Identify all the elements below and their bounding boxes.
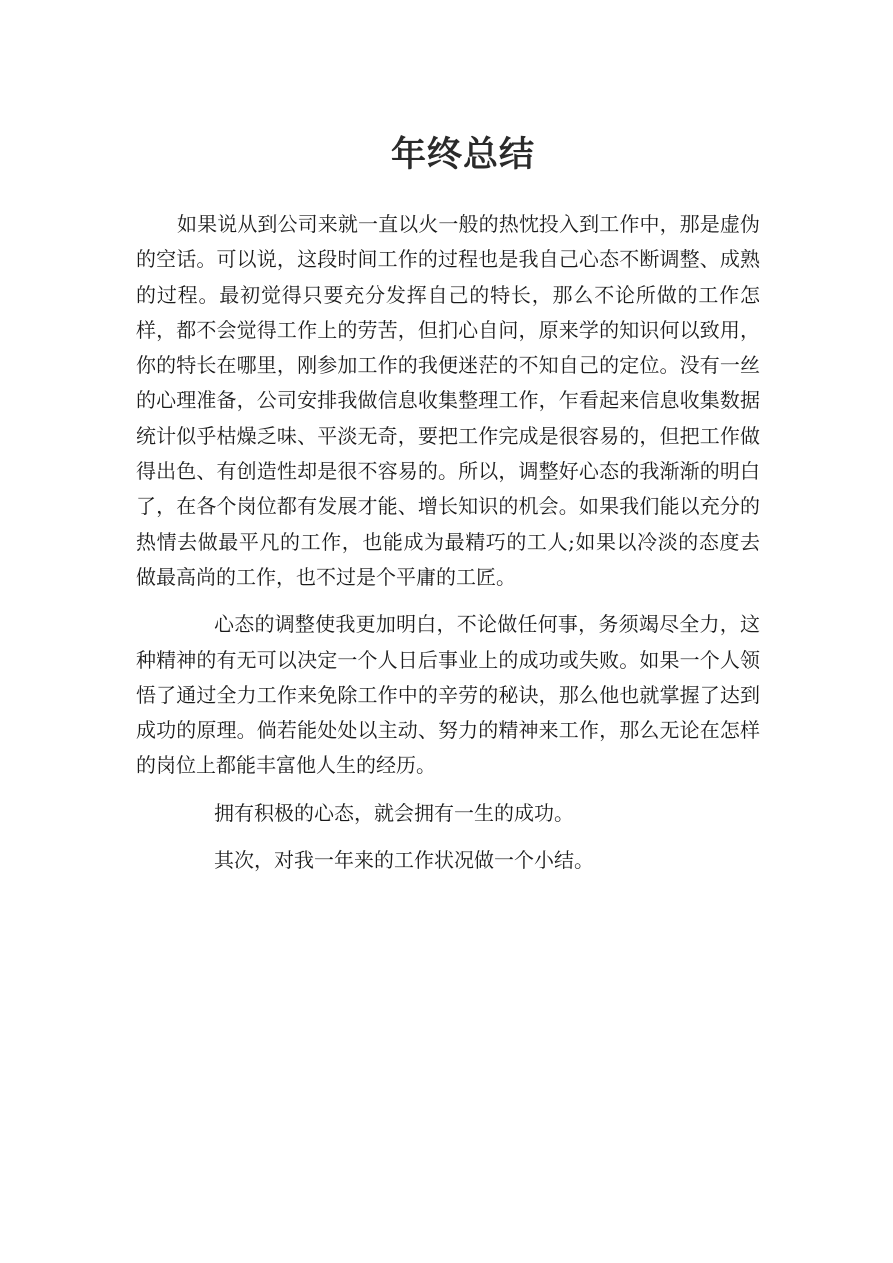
paragraph-2: 心态的调整使我更加明白，不论做任何事，务须竭尽全力，这种精神的有无可以决定一个人日后事业上的成功或失败。如果一个人领悟了通过全力工作来免除工作中的辛劳的秘诀，那么他也就掌握了达到成功的原理。倘若能处处以主动、努力的精神来工作，那么无论在怎样的岗位上都能丰富他人生的经历。 (136, 612, 760, 778)
document-title: 年终总结 (390, 134, 535, 175)
paragraph-1: 如果说从到公司来就一直以火一般的热忱投入到工作中，那是虚伪的空话。可以说，这段时间工作的过程也是我自己心态不断调整、成熟的过程。最初觉得只要充分发挥自己的特长，那么不论所做的工作怎样，都不会觉得工作上的劳苦，但扪心自问，原来学的知识何以致用，你的特长在哪里，刚参加工作的我便迷茫的不知自己的定位。没有一丝的心理准备，公司安排我做信息收集整理工作，乍看起来信息收集数据统计似乎枯燥乏味、平淡无奇，要把工作完成是很容易的，但把工作做得出色、有创造性却是很不容易的。所以，调整好心态的我渐渐的明白了，在各个岗位都有发展才能、增长知识的机会。如果我们能以充分的热情去做最平凡的工作，也能成为最精巧的工人;如果以冷淡的态度去做最高尚的工作，也不过是个平庸的工匠。 (136, 212, 760, 589)
paragraph-3: 拥有积极的心态，就会拥有一生的成功。 (214, 800, 574, 825)
paragraph-4: 其次，对我一年来的工作状况做一个小结。 (214, 848, 594, 873)
document-body (136, 207, 760, 878)
